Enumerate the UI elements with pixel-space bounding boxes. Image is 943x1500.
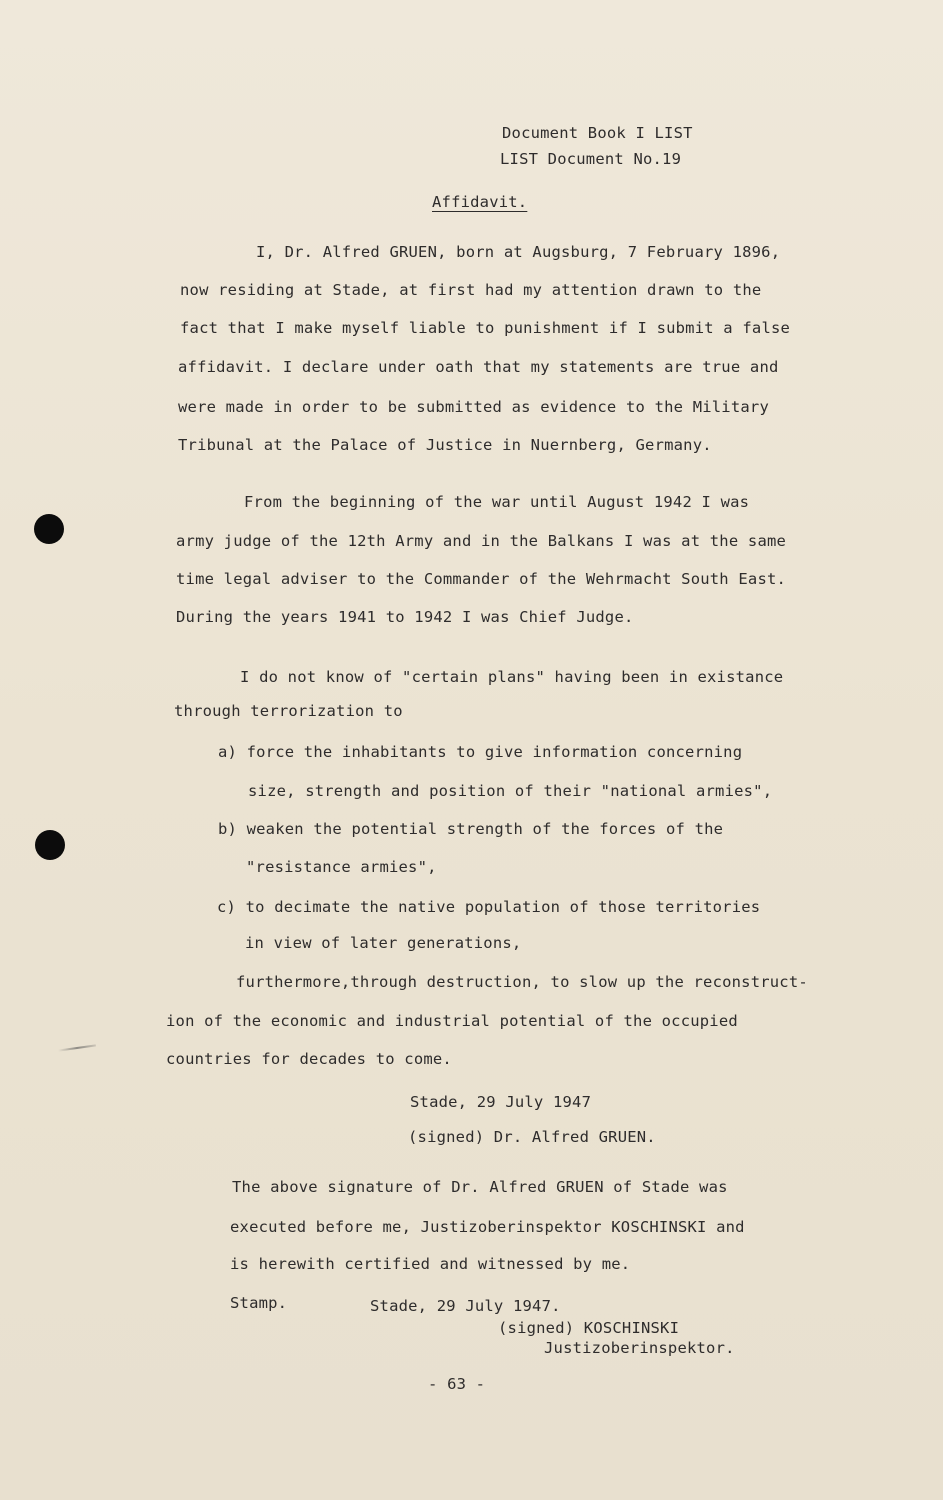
punch-hole: [35, 830, 65, 860]
paragraph-line: From the beginning of the war until August 1942 I was: [244, 493, 750, 511]
certification-line: The above signature of Dr. Alfred GRUEN of Stade was: [232, 1178, 728, 1196]
paragraph-line: through terrorization to: [174, 702, 403, 720]
certification-line: is herewith certified and witnessed by me.: [230, 1255, 631, 1273]
document-book-label: Document Book I LIST: [502, 124, 693, 142]
stamp-label: Stamp.: [230, 1294, 288, 1312]
list-item: b) weaken the potential strength of the forces of the: [218, 820, 724, 838]
signature-place-date: Stade, 29 July 1947: [410, 1093, 592, 1111]
paragraph-line: I, Dr. Alfred GRUEN, born at Augsburg, 7 February 1896,: [256, 243, 781, 261]
paragraph-line: ion of the economic and industrial potential of the occupied: [166, 1012, 738, 1030]
paragraph-line: Tribunal at the Palace of Justice in Nuernberg, Germany.: [178, 436, 712, 454]
list-item: c) to decimate the native population of those territories: [217, 898, 761, 916]
stray-mark: [58, 1044, 96, 1051]
witness-place-date: Stade, 29 July 1947.: [370, 1297, 561, 1315]
signature-line: (signed) Dr. Alfred GRUEN.: [408, 1128, 656, 1146]
paragraph-line: time legal adviser to the Commander of the Wehrmacht South East.: [176, 570, 787, 588]
list-item: size, strength and position of their "national armies",: [248, 782, 773, 800]
page-number: - 63 -: [428, 1375, 486, 1393]
paragraph-line: were made in order to be submitted as evidence to the Military: [178, 398, 769, 416]
page-title: Affidavit.: [432, 193, 528, 211]
paragraph-line: I do not know of "certain plans" having been in existance: [240, 668, 784, 686]
paragraph-line: fact that I make myself liable to punishment if I submit a false: [180, 319, 791, 337]
list-item: a) force the inhabitants to give information concerning: [218, 743, 743, 761]
list-item: in view of later generations,: [245, 934, 522, 952]
witness-signature: (signed) KOSCHINSKI: [498, 1319, 680, 1337]
paragraph-line: army judge of the 12th Army and in the Balkans I was at the same: [176, 532, 787, 550]
certification-line: executed before me, Justizoberinspektor KOSCHINSKI and: [230, 1218, 745, 1236]
witness-title: Justizoberinspektor.: [544, 1339, 735, 1357]
list-item: "resistance armies",: [246, 858, 437, 876]
paragraph-line: During the years 1941 to 1942 I was Chief Judge.: [176, 608, 634, 626]
paragraph-line: furthermore,through destruction, to slow up the reconstruct-: [236, 973, 808, 991]
punch-hole: [34, 514, 64, 544]
paragraph-line: affidavit. I declare under oath that my statements are true and: [178, 358, 779, 376]
document-number-label: LIST Document No.19: [500, 150, 682, 168]
paragraph-line: countries for decades to come.: [166, 1050, 452, 1068]
paragraph-line: now residing at Stade, at first had my attention drawn to the: [180, 281, 762, 299]
